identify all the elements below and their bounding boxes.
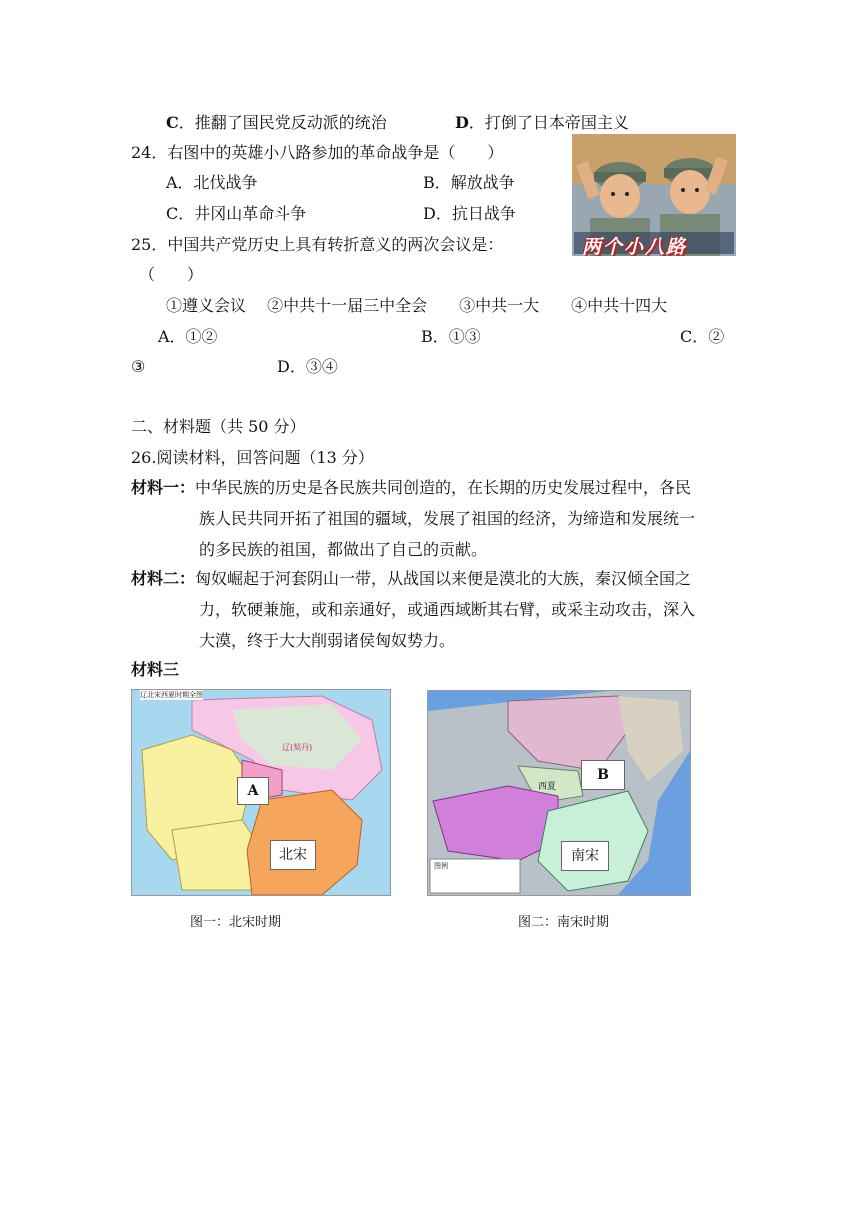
little-eighth-route-picture xyxy=(572,134,736,256)
material-2 xyxy=(131,563,731,656)
material-2-line3: 大漠，终于大大削弱诸侯匈奴势力。 xyxy=(199,631,456,650)
map1-label-northern-song: 北宋 xyxy=(270,840,316,870)
material-3-label: 材料三 xyxy=(131,660,180,679)
q23-option-c-letter: C xyxy=(166,113,179,132)
q23-option-c xyxy=(166,112,387,134)
q23-option-c-text: ．推翻了国民党反动派的统治 xyxy=(178,113,387,132)
q25-stem: 25．中国共产党历史上具有转折意义的两次会议是： xyxy=(131,235,504,254)
q24-option-c: C．井冈山革命斗争 xyxy=(166,204,307,223)
material-1-line3: 的多民族的祖国，都做出了自己的贡献。 xyxy=(199,540,488,559)
map2-legend: 图例 xyxy=(434,862,448,870)
material-1 xyxy=(131,472,731,565)
q25-option-a: A．①② xyxy=(158,327,218,346)
map2-label-b: B xyxy=(581,760,625,790)
q25-option-c: C．② xyxy=(680,327,725,346)
picture-title: 两个小八路 xyxy=(582,236,688,256)
q23-option-d xyxy=(455,112,629,134)
q24-option-a: A．北伐战争 xyxy=(166,173,258,192)
q23-option-d-text: ．打倒了日本帝国主义 xyxy=(468,113,629,132)
section-title: 二、材料题（共 50 分） xyxy=(131,417,306,436)
map2-xixia-label: 西夏 xyxy=(538,782,557,792)
q25-items: ①遵义会议 ②中共十一届三中全会 ③中共一大 ④中共十四大 xyxy=(166,296,668,315)
map1-label-a: A xyxy=(237,777,269,805)
q24-option-d: D．抗日战争 xyxy=(423,204,516,223)
q26-stem: 26.阅读材料，回答问题（13 分） xyxy=(131,448,374,467)
q23-option-d-letter: D xyxy=(455,113,469,132)
q25-option-c-cont: ③ xyxy=(131,357,146,376)
q25-paren: （ ） xyxy=(139,265,204,284)
q25-option-d: D．③④ xyxy=(277,357,338,376)
southern-song-map-graphic xyxy=(428,691,690,895)
map2-label-southern-song: 南宋 xyxy=(561,841,609,871)
map2-caption: 图二：南宋时期 xyxy=(518,915,610,930)
material-1-line1: 中华民族的历史是各民族共同创造的，在长期的历史发展过程中，各民 xyxy=(195,478,692,497)
q24-option-b: B．解放战争 xyxy=(423,173,515,192)
material-2-line2: 力，软硬兼施，或和亲通好，或通西域断其右臂，或采主动攻击，深入 xyxy=(199,600,696,619)
map-northern-song xyxy=(131,689,391,896)
map1-header: 辽北宋西夏时期全图 xyxy=(140,691,203,699)
q25-option-b: B．①③ xyxy=(421,327,481,346)
material-1-line2: 族人民共同开拓了祖国的疆域，发展了祖国的经济，为缔造和发展统一 xyxy=(199,509,696,528)
material-2-line1: 匈奴崛起于河套阴山一带，从战国以来便是漠北的大族，秦汉倾全国之 xyxy=(195,569,692,588)
q24-stem: 24．右图中的英雄小八路参加的革命战争是（ ） xyxy=(131,143,504,162)
map1-liao-label: 辽(契丹) xyxy=(282,743,313,752)
material-1-label: 材料一： xyxy=(131,478,196,497)
map1-caption: 图一：北宋时期 xyxy=(190,915,282,930)
material-2-label: 材料二： xyxy=(131,569,196,588)
map-southern-song xyxy=(427,690,691,896)
